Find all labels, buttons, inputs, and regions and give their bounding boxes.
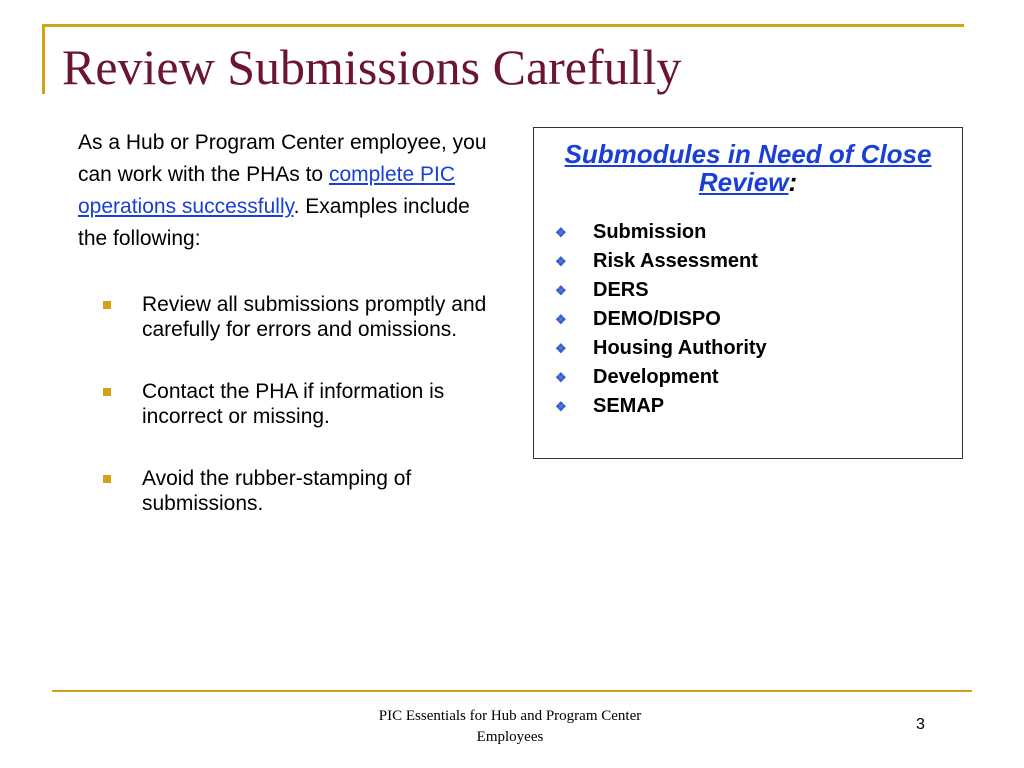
bullet-text: Review all submissions promptly and carefully for errors and omissions.	[142, 293, 487, 341]
diamond-bullet-icon: ❖	[555, 312, 567, 327]
diamond-bullet-icon: ❖	[555, 370, 567, 385]
bullet-item	[100, 292, 510, 342]
intro-text-after: . Examples include the following:	[78, 195, 470, 250]
bullet-item	[100, 379, 510, 429]
diamond-bullet-icon: ❖	[555, 254, 567, 269]
submodules-list	[534, 218, 962, 421]
bullet-list	[100, 292, 510, 553]
submodule-label: Risk Assessment	[593, 250, 758, 272]
submodule-item	[534, 334, 962, 363]
left-accent-rule	[42, 24, 45, 94]
bullet-text: Contact the PHA if information is incorrect or missing.	[142, 380, 445, 428]
submodule-item	[534, 392, 962, 421]
submodules-heading-link[interactable]: Submodules in Need of Close Review	[564, 139, 932, 197]
submodule-item	[534, 276, 962, 305]
submodule-label: DERS	[593, 279, 649, 301]
slide-title: Review Submissions Carefully	[62, 39, 682, 95]
page-number: 3	[916, 716, 925, 733]
diamond-bullet-icon: ❖	[555, 225, 567, 240]
bullet-text: Avoid the rubber-stamping of submissions.	[142, 467, 412, 515]
square-bullet-icon	[103, 475, 111, 483]
submodule-item	[534, 247, 962, 276]
footer-text: PIC Essentials for Hub and Program Center Employees	[378, 708, 642, 745]
footer-rule	[52, 690, 972, 692]
diamond-bullet-icon: ❖	[555, 283, 567, 298]
submodule-item	[534, 363, 962, 392]
bullet-item	[100, 466, 510, 516]
intro-paragraph	[78, 127, 488, 255]
submodules-box	[533, 127, 963, 459]
submodules-heading	[534, 140, 962, 196]
submodule-label: SEMAP	[593, 395, 665, 417]
top-accent-rule	[42, 24, 964, 27]
diamond-bullet-icon: ❖	[555, 341, 567, 356]
submodule-item	[534, 305, 962, 334]
intro-link[interactable]: complete PIC operations successfully	[78, 163, 455, 218]
diamond-bullet-icon: ❖	[555, 399, 567, 414]
submodule-label: Development	[593, 366, 719, 388]
square-bullet-icon	[103, 388, 111, 396]
heading-colon: :	[788, 167, 798, 197]
submodule-item	[534, 218, 962, 247]
intro-text-before: As a Hub or Program Center employee, you can work with the PHAs to	[78, 131, 487, 186]
submodule-label: Housing Authority	[593, 337, 767, 359]
submodule-label: DEMO/DISPO	[593, 308, 721, 330]
square-bullet-icon	[103, 301, 111, 309]
submodule-label: Submission	[593, 221, 707, 243]
